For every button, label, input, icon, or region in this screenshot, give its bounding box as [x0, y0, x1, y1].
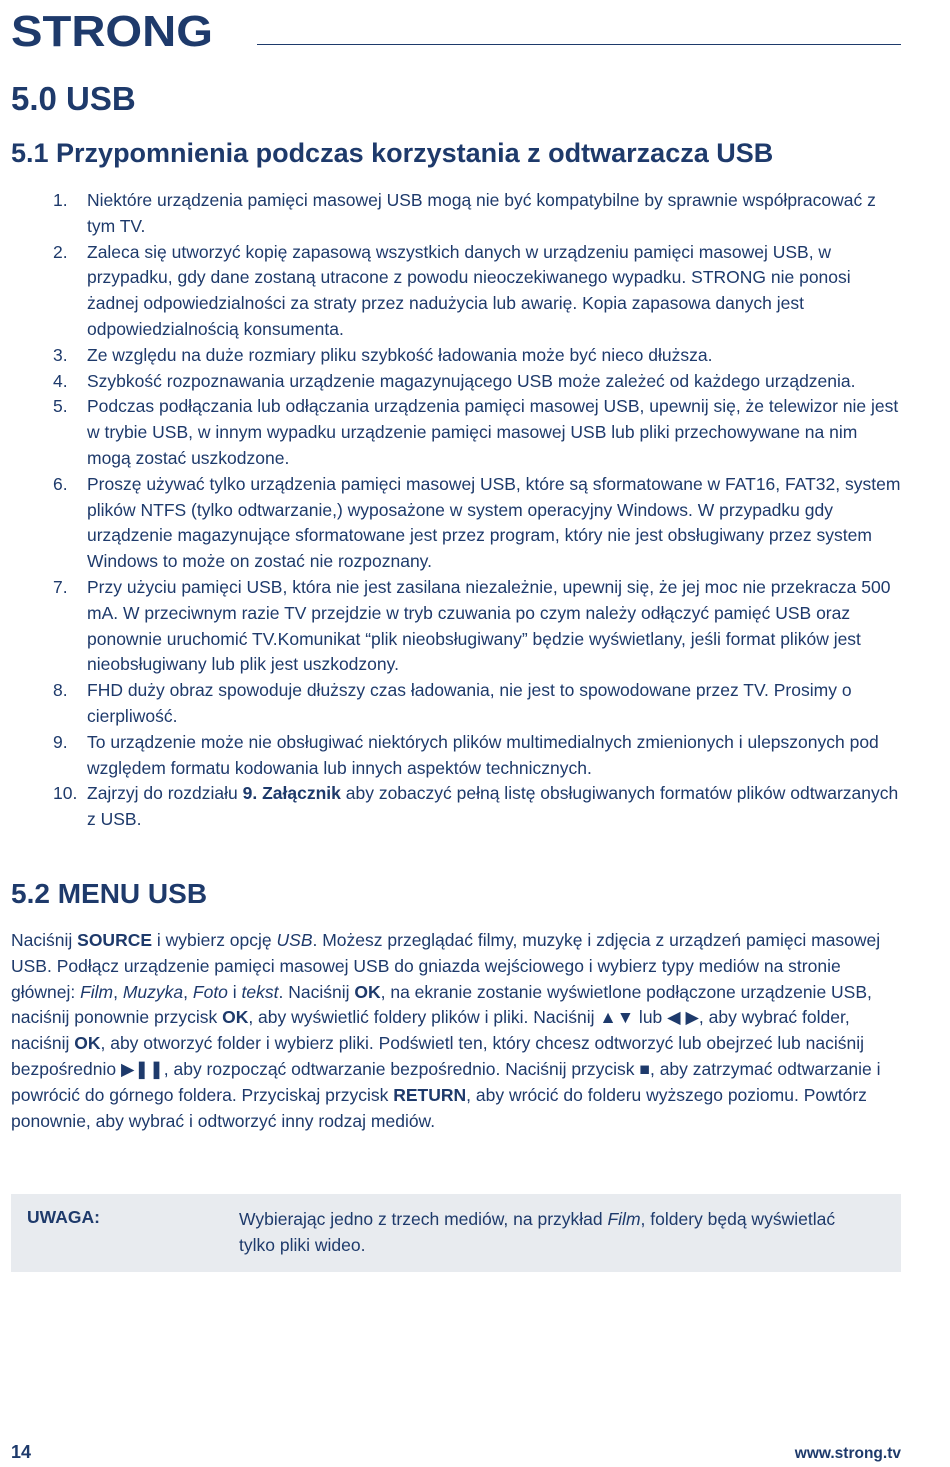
item-number: 4. — [53, 370, 68, 391]
item-number: 3. — [53, 344, 68, 365]
item-text: aby zobaczyć pełną listę obsługiwanych formatów plików odtwarzanych z USB. — [87, 783, 899, 830]
text: , aby rozpocząć odtwarzanie bezpośrednio. Naciśnij przycisk — [163, 1058, 640, 1079]
key-return: RETURN — [393, 1084, 467, 1105]
media-film: Film — [80, 981, 114, 1002]
item-number: 8. — [53, 680, 68, 701]
logo-text: STRONG — [11, 10, 213, 50]
list-item — [53, 369, 905, 395]
website-url: www.strong.tv — [794, 1445, 901, 1462]
item-text: Szybkość rozpoznawania urządzenie magazynującego USB może zależeć od każdego urządzenia. — [87, 370, 856, 391]
note-text — [239, 1207, 839, 1259]
text: , aby zatrzymać odtwarzanie i powrócić do górnego foldera. Przyciskaj przycisk — [11, 1058, 881, 1105]
text: , — [113, 981, 123, 1002]
item-number: 7. — [53, 576, 68, 597]
text: lub — [634, 1007, 668, 1028]
text: . Naciśnij — [278, 981, 355, 1002]
item-number: 9. — [53, 731, 68, 752]
text: i wybierz opcję — [152, 930, 277, 950]
up-down-arrows-icon: ▲▼ — [599, 1007, 635, 1028]
media-muzyka: Muzyka — [122, 981, 184, 1002]
list-item — [53, 188, 905, 240]
list-item — [53, 394, 905, 471]
note-box — [11, 1194, 901, 1272]
text: , — [183, 981, 193, 1002]
subsection-title-usb-reminders: 5.1 Przypomnienia podczas korzystania z odtwarzacza USB — [11, 138, 774, 168]
list-item — [53, 730, 905, 782]
text: i — [227, 981, 242, 1002]
item-number: 6. — [53, 473, 68, 494]
subsection-title-usb-menu: 5.2 MENU USB — [11, 878, 208, 909]
item-text: Zaleca się utworzyć kopię zapasową wszystkich danych w urządzeniu pamięci masowej USB, w przypadku, gdy dane zostaną utracone z powodu nieoczekiwanego wypadku. STRONG nie ponosi żadnej odpowiedzialności za straty przez nadużycia lub awarię. Kopia zapasowa danych jest odpowiedzialnością konsumenta. — [87, 241, 851, 339]
text: , foldery będą wyświetlać tylko pliki wideo. — [239, 1209, 836, 1255]
item-number: 1. — [53, 190, 68, 210]
list-item — [53, 575, 905, 678]
text: , aby wrócić do folderu wyższego poziomu. Powtórz ponownie, aby wybrać i odtworzyć inny rodzaj mediów. — [11, 1084, 867, 1131]
item-text: Zajrzyj do rozdziału — [87, 783, 243, 804]
list-item — [53, 678, 905, 730]
text: , aby otworzyć folder i wybierz pliki. Podświetl ten, który chcesz odtworzyć lub obejrzeć lub naciśnij bezpośrednio — [11, 1033, 864, 1079]
usb-reminders-list — [53, 188, 905, 833]
section-title: 5.0 USB — [11, 80, 136, 117]
page-number: 14 — [11, 1442, 32, 1462]
item-text: FHD duży obraz spowoduje dłuższy czas ładowania, nie jest to spowodowane przez TV. Prosimy o cierpliwość. — [87, 680, 852, 726]
item-text: To urządzenie może nie obsługiwać niektórych plików multimedialnych zmienionych i ulepszonych pod względem formatu kodowania lub innych aspektów technicznych. — [87, 731, 879, 778]
media-tekst: tekst — [241, 981, 279, 1002]
item-text: Przy użyciu pamięci USB, która nie jest zasilana niezależnie, upewnij się, że jej moc nie przekracza 500 mA. W przeciwnym razie TV przejdzie w tryb czuwania po czym należy odłączyć pamięć USB oraz ponownie uruchomić TV.Komunikat “plik nieobsługiwany” będzie wyświetlany, jeśli format plików jest nieobsługiwany lub plik jest uszkodzony. — [87, 576, 891, 675]
list-item — [53, 240, 905, 343]
media-film: Film — [607, 1209, 641, 1229]
stop-icon: ■ — [639, 1058, 650, 1079]
text: Wybierając jedno z trzech mediów, na przykład — [239, 1209, 608, 1229]
list-item — [53, 781, 905, 833]
text: , na ekranie zostanie wyświetlone podłączone urządzenie USB, naciśnij ponownie przycisk — [11, 981, 872, 1028]
text: , aby wyświetlić foldery plików i pliki. Naciśnij — [248, 1007, 600, 1028]
left-right-arrows-icon: ◀ ▶ — [667, 1007, 699, 1028]
text: , aby wybrać folder, naciśnij — [11, 1007, 850, 1054]
key-ok: OK — [222, 1007, 249, 1028]
list-item — [53, 472, 905, 575]
item-text: Niektóre urządzenia pamięci masowej USB mogą nie być kompatybilne by sprawnie współpracować z tym TV. — [87, 190, 876, 236]
text: . Możesz przeglądać filmy, muzykę i zdjęcia z urządzeń pamięci masowej USB. Podłącz urządzenie pamięci masowej USB do gniazda wejściowego i wybierz typy mediów na stronie głównej: — [11, 930, 881, 1002]
item-text: Podczas podłączania lub odłączania urządzenia pamięci masowej USB, upewnij się, że telewizor nie jest w trybie USB, w innym wypadku urządzenie pamięci masowej USB lub pliki przechowywane na nim mogą zostać uszkodzone. — [87, 396, 899, 468]
media-foto: Foto — [192, 981, 228, 1002]
key-ok: OK — [354, 981, 381, 1002]
play-pause-icon: ▶❚❚ — [120, 1058, 164, 1079]
key-ok: OK — [74, 1033, 101, 1054]
item-number: 2. — [53, 241, 68, 262]
item-text: Proszę używać tylko urządzenia pamięci masowej USB, które są sformatowane w FAT16, FAT32, system plików NTFS (tylko odtwarzanie,) wyposażone w system operacyjny Windows. W przypadku gdy urządzenie magazynujące sformatowane jest przez program, który nie jest obsługiwany przez system Windows to może on zostać nie rozpoznany. — [87, 473, 901, 572]
appendix-reference: 9. Załącznik — [242, 783, 341, 804]
text: Naciśnij — [11, 930, 78, 950]
item-number: 10. — [53, 783, 78, 804]
item-text: Ze względu na duże rozmiary pliku szybkość ładowania może być nieco dłuższa. — [87, 344, 713, 365]
note-label: UWAGA: — [27, 1207, 100, 1227]
list-item — [53, 343, 905, 369]
strong-logo — [11, 10, 213, 50]
item-number: 5. — [53, 396, 68, 417]
usb-menu-paragraph — [11, 928, 903, 1134]
header-divider — [257, 44, 901, 45]
option-usb: USB — [276, 930, 313, 950]
key-source: SOURCE — [77, 930, 153, 950]
